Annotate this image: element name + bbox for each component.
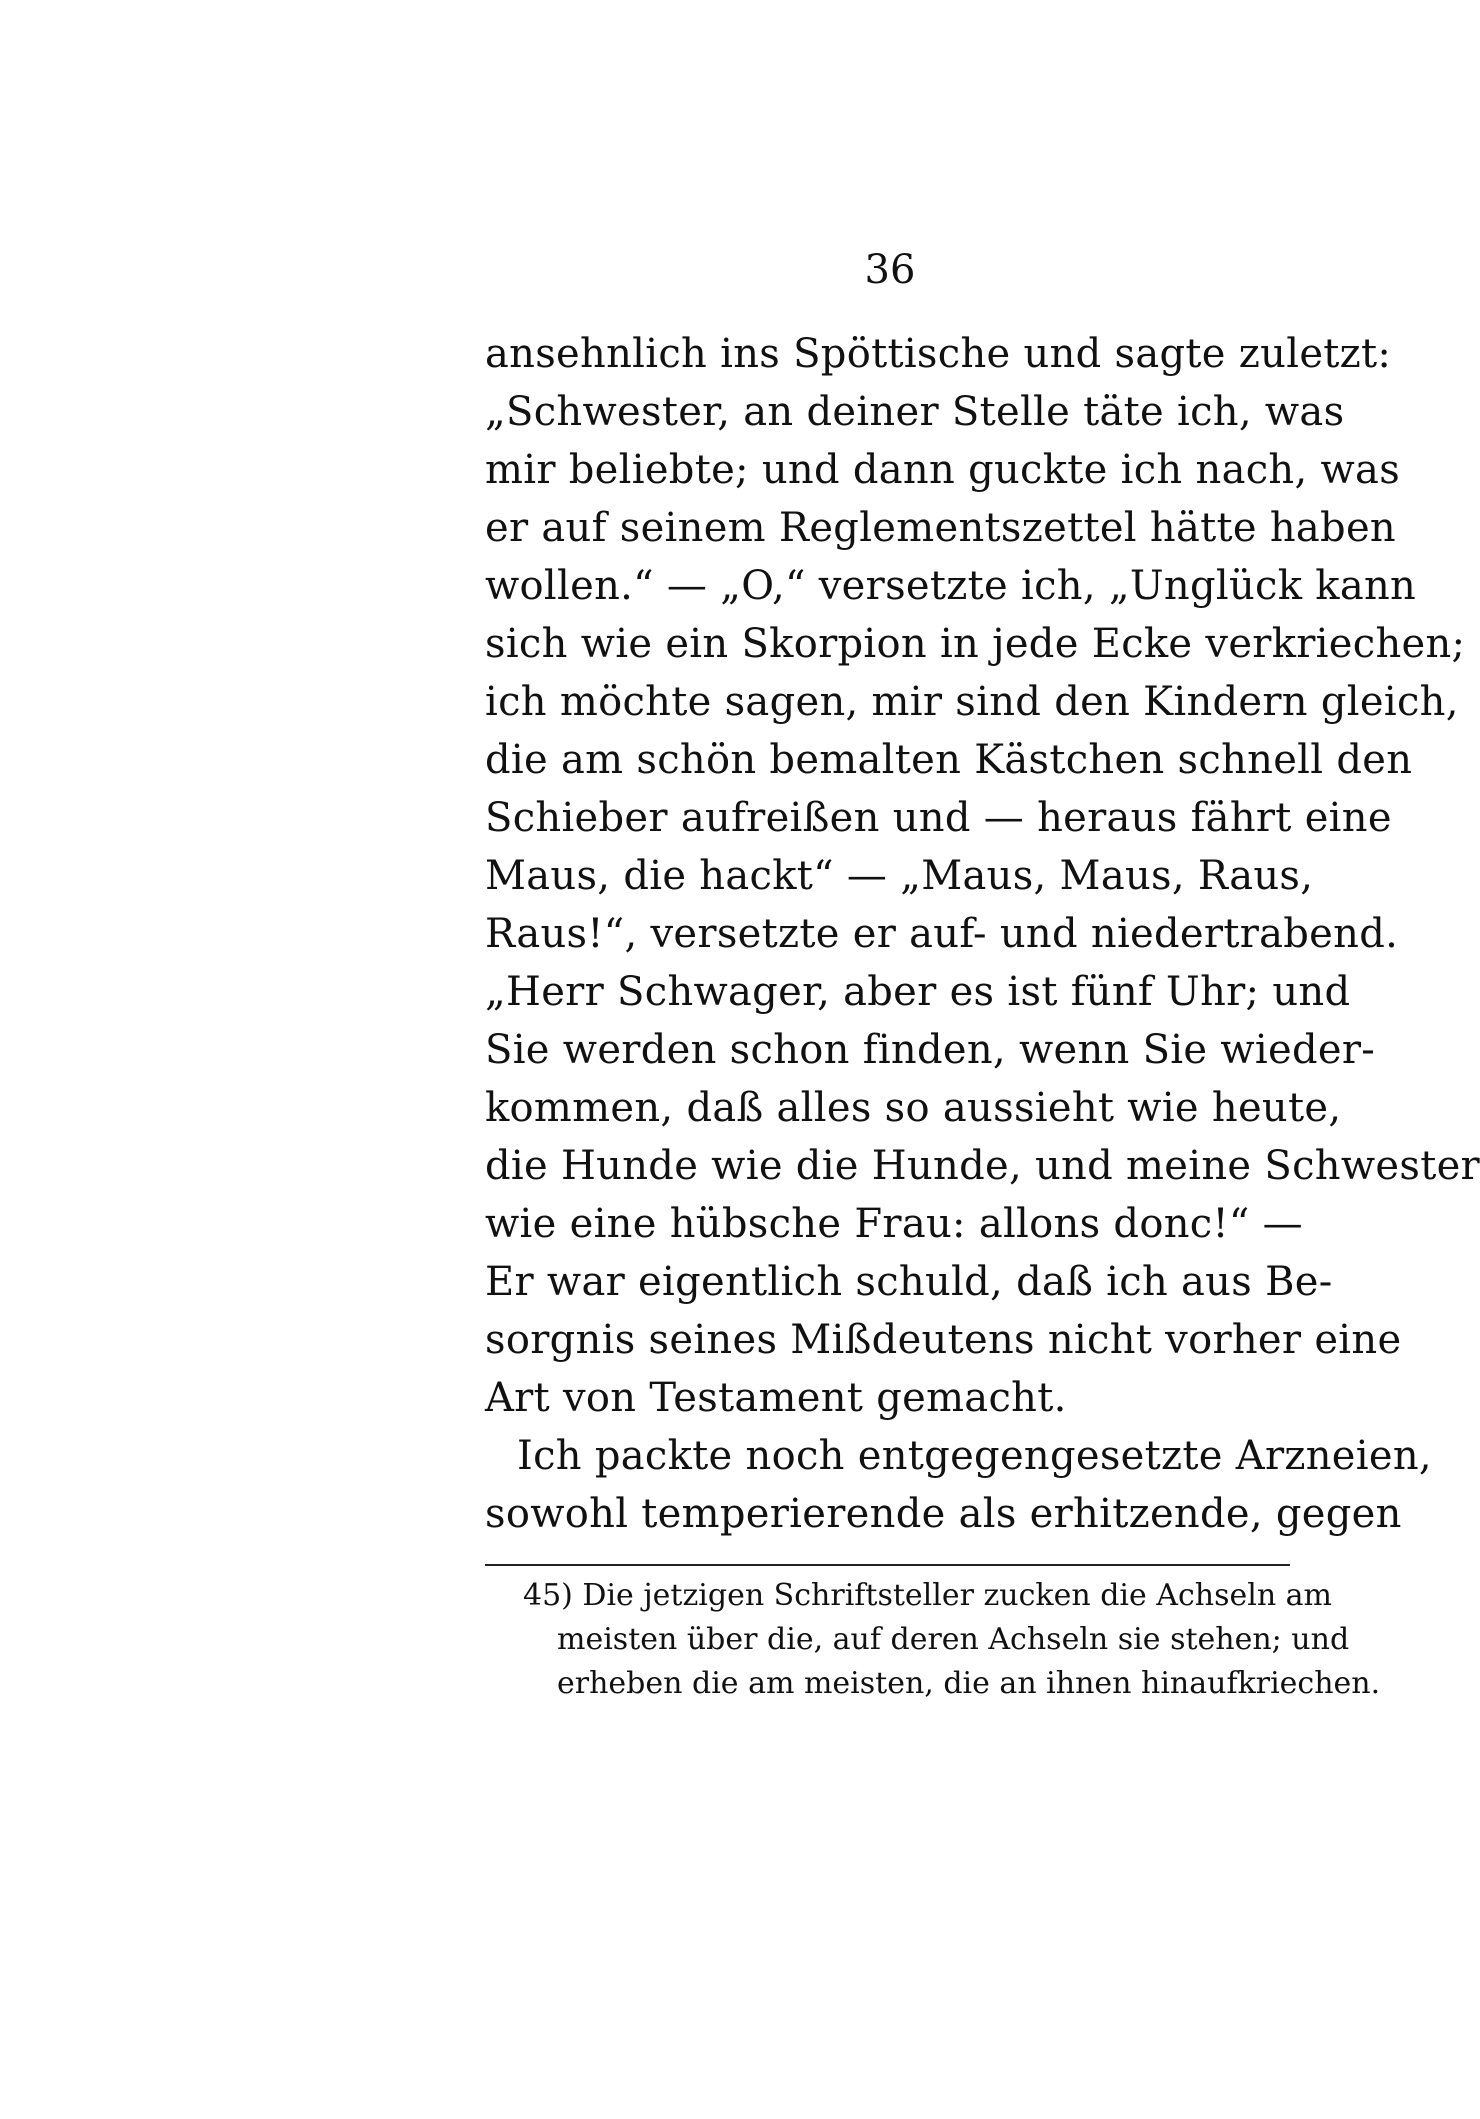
- text-line: Ich packte noch entgegengesetzte Arzneien,: [517, 1433, 1432, 1479]
- body-text: [485, 325, 1480, 1543]
- footnote-line: 45) Die jetzigen Schriftsteller zucken die Achseln am: [523, 1578, 1333, 1613]
- footnote-divider: [485, 1564, 1290, 1566]
- text-line: sowohl temperierende als erhitzende, gegen: [485, 1491, 1402, 1537]
- text-line: sorgnis seines Mißdeutens nicht vorher eine: [485, 1317, 1402, 1363]
- footnote: [485, 1574, 1381, 1706]
- footnote-line: erheben die am meisten, die an ihnen hinaufkriechen.: [557, 1666, 1381, 1701]
- text-line: die am schön bemalten Kästchen schnell den: [485, 737, 1413, 783]
- text-line: Maus, die hackt“ — „Maus, Maus, Raus,: [485, 853, 1314, 899]
- text-line: kommen, daß alles so aussieht wie heute,: [485, 1085, 1342, 1131]
- text-line: wie eine hübsche Frau: allons donc!“ —: [485, 1201, 1303, 1247]
- footnote-line: meisten über die, auf deren Achseln sie stehen; und: [557, 1622, 1350, 1657]
- text-line: Sie werden schon finden, wenn Sie wieder-: [485, 1027, 1376, 1073]
- text-line: die Hunde wie die Hunde, und meine Schwester: [485, 1143, 1480, 1189]
- text-line: Schieber aufreißen und — heraus fährt eine: [485, 795, 1392, 841]
- text-line: „Herr Schwager, aber es ist fünf Uhr; und: [485, 969, 1351, 1015]
- text-line: „Schwester, an deiner Stelle täte ich, was: [485, 389, 1345, 435]
- text-line: wollen.“ — „O,“ versetzte ich, „Unglück kann: [485, 563, 1417, 609]
- text-line: sich wie ein Skorpion in jede Ecke verkriechen;: [485, 621, 1466, 667]
- text-line: Er war eigentlich schuld, daß ich aus Be-: [485, 1259, 1333, 1305]
- text-line: ich möchte sagen, mir sind den Kindern gleich,: [485, 679, 1459, 725]
- text-line: Art von Testament gemacht.: [485, 1375, 1067, 1421]
- page-number: 36: [864, 247, 916, 293]
- text-line: ansehnlich ins Spöttische und sagte zuletzt:: [485, 331, 1392, 377]
- text-line: mir beliebte; und dann guckte ich nach, was: [485, 447, 1401, 493]
- text-line: er auf seinem Reglementszettel hätte haben: [485, 505, 1396, 551]
- text-line: Raus!“, versetzte er auf- und niedertrabend.: [485, 911, 1399, 957]
